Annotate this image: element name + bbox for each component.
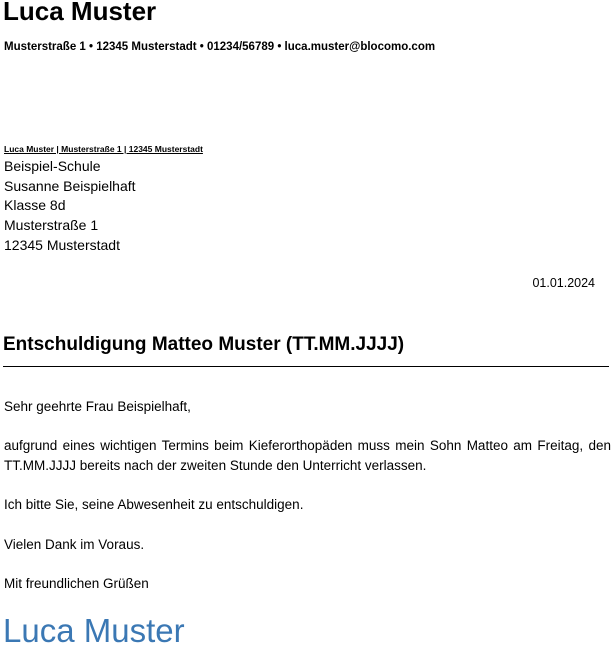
letter-date: 01.01.2024 xyxy=(532,276,595,290)
recipient-line: Beispiel-Schule xyxy=(4,158,101,174)
salutation: Sehr geehrte Frau Beispielhaft, xyxy=(4,399,191,414)
letter-subject: Entschuldigung Matteo Muster (TT.MM.JJJJ) xyxy=(3,334,405,355)
recipient-line: Musterstraße 1 xyxy=(4,217,99,234)
recipient-address xyxy=(4,157,136,256)
body-paragraph: aufgrund eines wichtigen Termins beim Kieferorthopäden muss mein Sohn Matteo am Freitag, den TT.MM.JJJJ bereits nach der zweiten Stunde den Unterricht verlassen. xyxy=(4,438,611,473)
signature: Luca Muster xyxy=(3,612,185,649)
subject-divider xyxy=(3,366,609,367)
return-address-line: Luca Muster | Musterstraße 1 | 12345 Musterstadt xyxy=(4,144,203,154)
sender-contact-line: Musterstraße 1 • 12345 Musterstadt • 01234/56789 • luca.muster@blocomo.com xyxy=(4,41,436,53)
closing-phrase: Mit freundlichen Grüßen xyxy=(4,576,149,591)
sender-name: Luca Muster xyxy=(3,0,157,26)
recipient-line: Susanne Beispielhaft xyxy=(4,177,136,194)
recipient-line: Klasse 8d xyxy=(4,197,66,214)
recipient-line: 12345 Musterstadt xyxy=(4,236,120,253)
body-paragraph: Vielen Dank im Voraus. xyxy=(4,537,145,552)
body-paragraph: Ich bitte Sie, seine Abwesenheit zu entschuldigen. xyxy=(4,497,304,512)
